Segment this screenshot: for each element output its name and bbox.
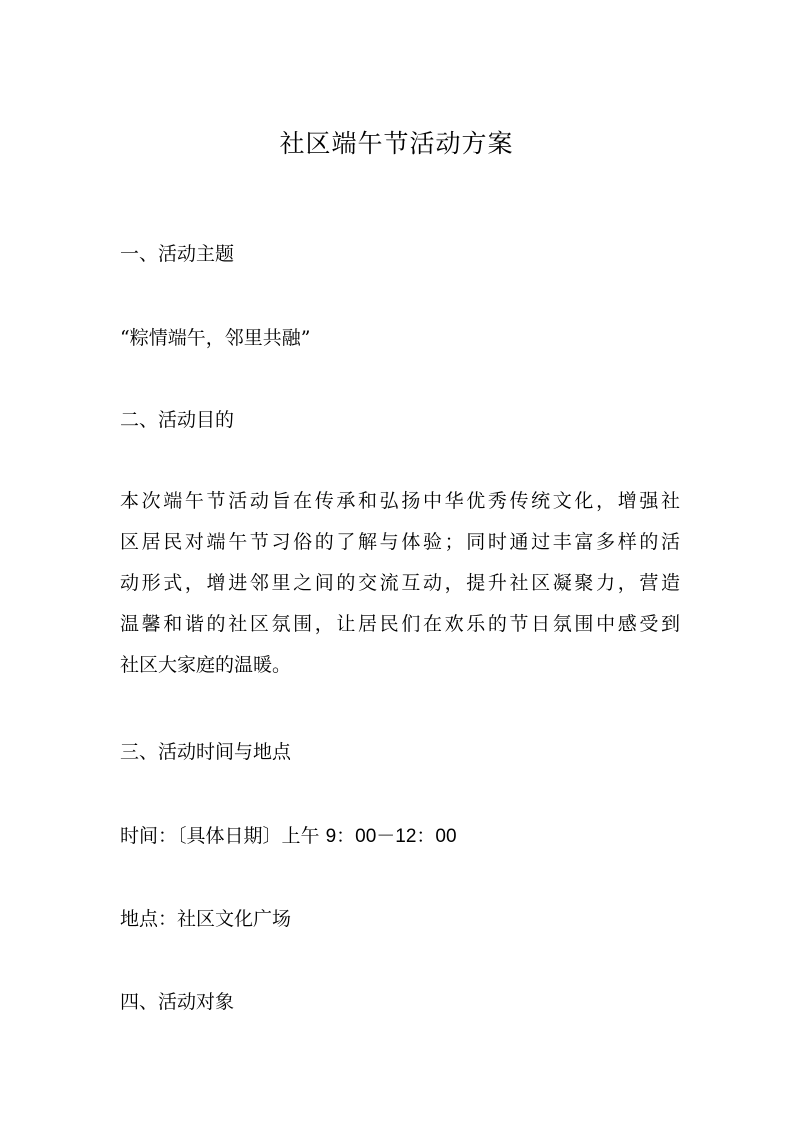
purpose-line: 社区大家庭的温暖。 xyxy=(120,654,292,676)
time-value: 9：00－12：00 xyxy=(325,826,457,847)
purpose-line: 动形式，增进邻里之间的交流互动，提升社区凝聚力，营造 xyxy=(120,572,680,594)
place-text: 地点：社区文化广场 xyxy=(120,908,292,930)
theme-text: “粽情端午，邻里共融” xyxy=(120,327,311,349)
purpose-line: 本次端午节活动旨在传承和弘扬中华优秀传统文化，增强社 xyxy=(120,490,680,512)
section-heading-theme: 一、活动主题 xyxy=(120,243,235,265)
time-label: 时间：〔具体日期〕上午 xyxy=(120,825,320,847)
purpose-line: 温馨和谐的社区氛围，让居民们在欢乐的节日氛围中感受到 xyxy=(120,613,680,635)
section-heading-audience: 四、活动对象 xyxy=(120,991,235,1013)
purpose-paragraph xyxy=(120,487,680,692)
time-text xyxy=(120,822,680,851)
purpose-line: 区居民对端午节习俗的了解与体验；同时通过丰富多样的活 xyxy=(120,531,680,553)
section-heading-time-place: 三、活动时间与地点 xyxy=(120,741,292,763)
document-title: 社区端午节活动方案 xyxy=(279,129,514,158)
section-heading-purpose: 二、活动目的 xyxy=(120,409,235,431)
